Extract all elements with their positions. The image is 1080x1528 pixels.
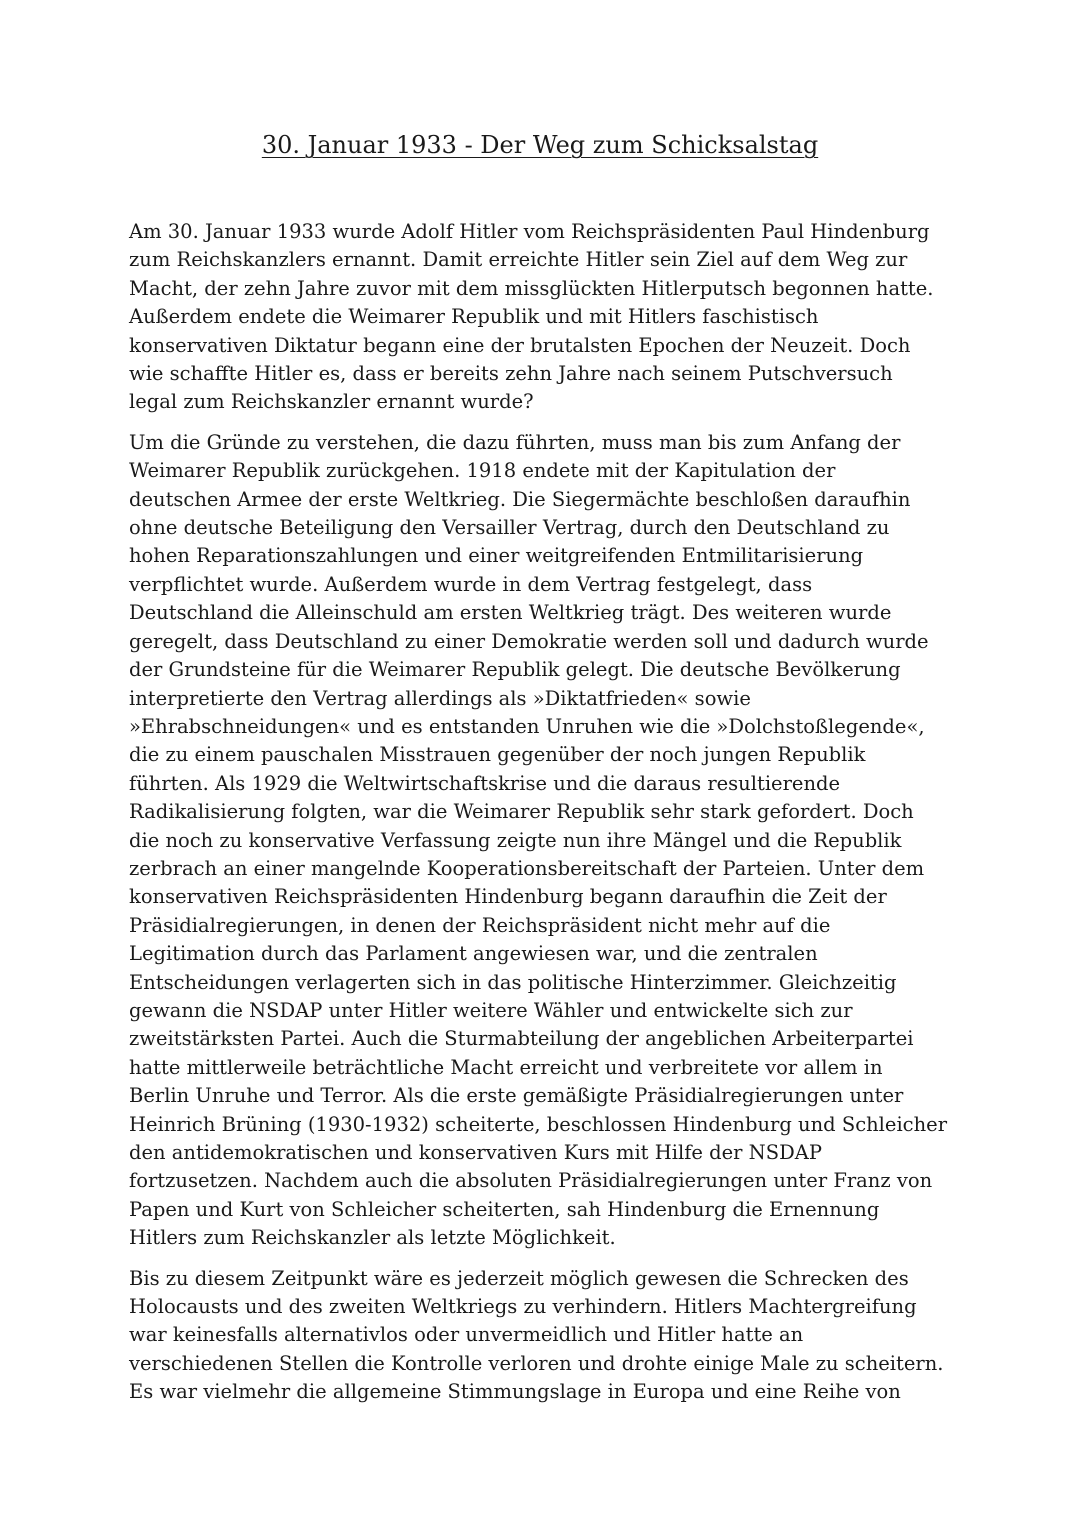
text-line: Heinrich Brüning (1930-1932) scheiterte, beschlossen Hindenburg und Schleicher <box>129 1112 948 1136</box>
text-line: zum Reichskanzlers ernannt. Damit erreichte Hitler sein Ziel auf dem Weg zur <box>129 248 908 272</box>
text-line: Außerdem endete die Weimarer Republik und mit Hitlers faschistisch <box>129 305 819 329</box>
text-line: Papen und Kurt von Schleicher scheiterten, sah Hindenburg die Ernennung <box>129 1197 880 1221</box>
text-line: Holocausts und des zweiten Weltkriegs zu verhindern. Hitlers Machtergreifung <box>129 1295 917 1319</box>
text-line: der Grundsteine für die Weimarer Republik gelegt. Die deutsche Bevölkerung <box>129 658 901 682</box>
text-line: wie schaffte Hitler es, dass er bereits zehn Jahre nach seinem Putschversuch <box>129 362 893 386</box>
paragraph <box>129 429 959 1253</box>
text-line: zerbrach an einer mangelnde Kooperationsbereitschaft der Parteien. Unter dem <box>129 856 925 880</box>
text-line: Es war vielmehr die allgemeine Stimmungslage in Europa und eine Reihe von <box>129 1380 901 1404</box>
text-line: Macht, der zehn Jahre zuvor mit dem missglückten Hitlerputsch begonnen hatte. <box>129 276 934 300</box>
text-line: führten. Als 1929 die Weltwirtschaftskrise und die daraus resultierende <box>129 771 841 795</box>
text-line: legal zum Reichskanzler ernannt wurde? <box>129 390 534 414</box>
text-line: die noch zu konservative Verfassung zeigte nun ihre Mängel und die Republik <box>129 828 902 852</box>
document-body <box>129 218 959 1419</box>
text-line: Deutschland die Alleinschuld am ersten Weltkrieg trägt. Des weiteren wurde <box>129 601 892 625</box>
text-line: fortzusetzen. Nachdem auch die absoluten Präsidialregierungen unter Franz von <box>129 1169 933 1193</box>
text-line: geregelt, dass Deutschland zu einer Demokratie werden soll und dadurch wurde <box>129 629 929 653</box>
text-line: Radikalisierung folgten, war die Weimarer Republik sehr stark gefordert. Doch <box>129 800 914 824</box>
text-line: deutschen Armee der erste Weltkrieg. Die Siegermächte beschloßen daraufhin <box>129 487 911 511</box>
text-line: Am 30. Januar 1933 wurde Adolf Hitler vom Reichspräsidenten Paul Hindenburg <box>129 220 930 243</box>
text-line: zweitstärksten Partei. Auch die Sturmabteilung der angeblichen Arbeiterpartei <box>129 1027 914 1051</box>
text-line: gewann die NSDAP unter Hitler weitere Wähler und entwickelte sich zur <box>129 998 853 1022</box>
text-line: Legitimation durch das Parlament angewiesen war, und die zentralen <box>129 942 818 966</box>
text-line: Weimarer Republik zurückgehen. 1918 endete mit der Kapitulation der <box>129 459 836 483</box>
text-line: Berlin Unruhe und Terror. Als die erste gemäßigte Präsidialregierungen unter <box>129 1084 904 1108</box>
document-title: 30. Januar 1933 - Der Weg zum Schicksalstag <box>261 131 819 159</box>
text-line: verschiedenen Stellen die Kontrolle verloren und drohte einige Male zu scheitern. <box>129 1351 944 1375</box>
text-line: Um die Gründe zu verstehen, die dazu führten, muss man bis zum Anfang der <box>129 430 901 454</box>
text-line: »Ehrabschneidungen« und es entstanden Unruhen wie die »Dolchstoßlegende«, <box>129 714 925 738</box>
text-line: Präsidialregierungen, in denen der Reichspräsident nicht mehr auf die <box>129 913 831 937</box>
text-line: Entscheidungen verlagerten sich in das politische Hinterzimmer. Gleichzeitig <box>129 970 897 994</box>
text-line: ohne deutsche Beteiligung den Versailler Vertrag, durch den Deutschland zu <box>129 516 890 540</box>
text-line: konservativen Reichspräsidenten Hindenburg begann daraufhin die Zeit der <box>129 885 887 909</box>
text-line: verpflichtet wurde. Außerdem wurde in dem Vertrag festgelegt, dass <box>129 572 813 596</box>
text-line: die zu einem pauschalen Misstrauen gegenüber der noch jungen Republik <box>129 743 866 767</box>
text-line: hohen Reparationszahlungen und einer weitgreifenden Entmilitarisierung <box>129 544 864 568</box>
paragraph <box>129 1265 959 1407</box>
text-line: interpretierte den Vertrag allerdings als »Diktatfrieden« sowie <box>129 686 751 710</box>
text-line: konservativen Diktatur begann eine der brutalsten Epochen der Neuzeit. Doch <box>129 333 911 357</box>
text-line: Bis zu diesem Zeitpunkt wäre es jederzeit möglich gewesen die Schrecken des <box>129 1266 909 1290</box>
text-line: war keinesfalls alternativlos oder unvermeidlich und Hitler hatte an <box>129 1323 804 1347</box>
text-line: den antidemokratischen und konservativen Kurs mit Hilfe der NSDAP <box>129 1141 822 1164</box>
text-line: Hitlers zum Reichskanzler als letzte Möglichkeit. <box>129 1226 616 1250</box>
text-line: hatte mittlerweile beträchtliche Macht erreicht und verbreitete vor allem in <box>129 1055 883 1079</box>
paragraph <box>129 218 959 417</box>
